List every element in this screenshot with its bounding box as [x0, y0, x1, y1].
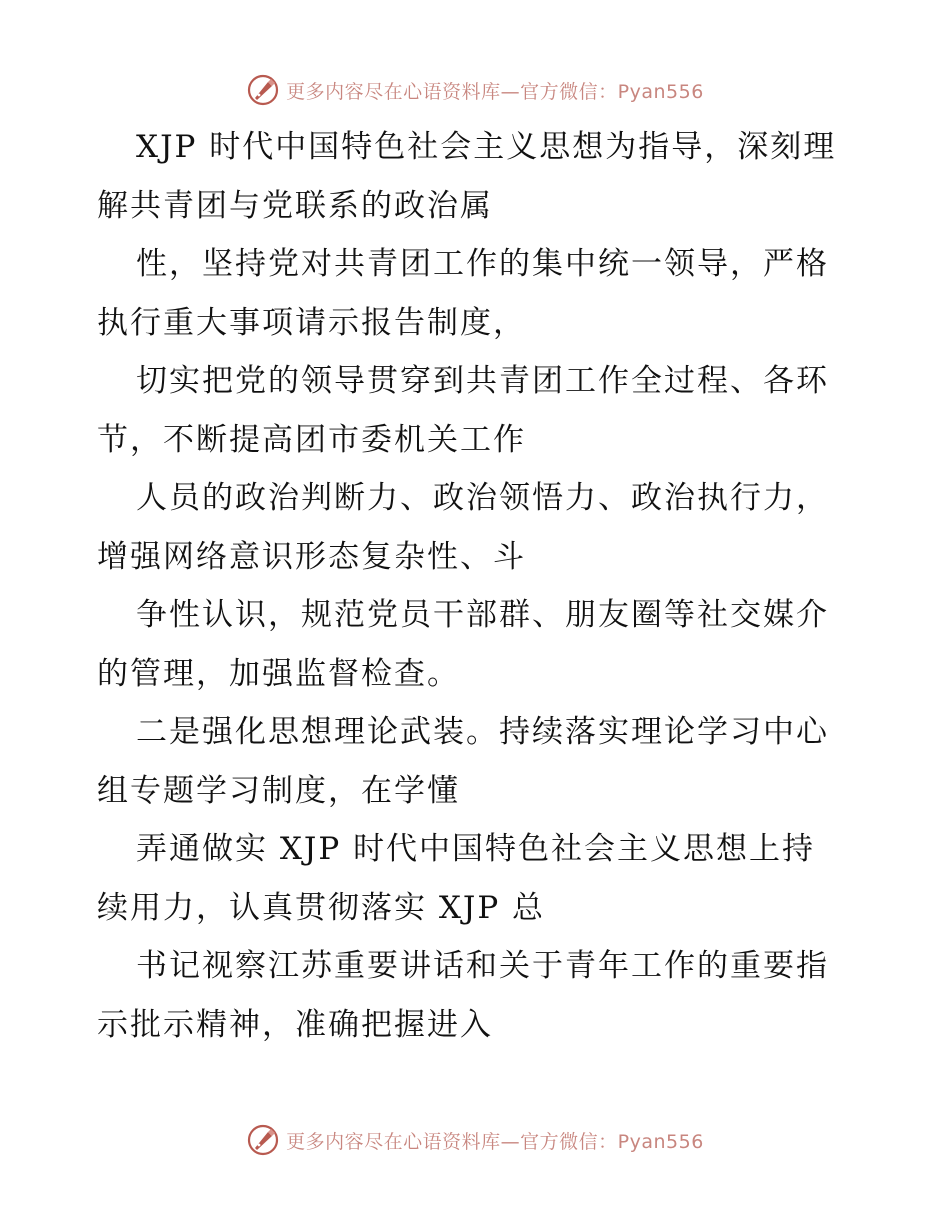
watermark-text: 更多内容尽在心语资料库—官方微信：Pyan556: [286, 80, 704, 103]
paragraph-line: 执行重大事项请示报告制度，: [97, 304, 526, 341]
paragraph-line: 的管理，加强监督检查。: [97, 655, 460, 692]
paragraph-line: 切实把党的领导贯穿到共青团工作全过程、各环: [136, 363, 829, 399]
paragraph-line: 节，不断提高团市委机关工作: [97, 421, 526, 458]
pen-nib-logo-icon: [246, 1123, 280, 1157]
paragraph-line: 增强网络意识形态复杂性、斗: [97, 538, 526, 575]
paragraph-line: 人员的政治判断力、政治领悟力、政治执行力，: [136, 480, 829, 516]
paragraph-line: 弄通做实 XJP 时代中国特色社会主义思想上持: [136, 831, 816, 867]
paragraph-line: 示批示精神，准确把握进入: [97, 1006, 493, 1043]
watermark-text: 更多内容尽在心语资料库—官方微信：Pyan556: [286, 1130, 704, 1153]
document-body: [97, 118, 857, 1054]
paragraph-line: 续用力，认真贯彻落实 XJP 总: [97, 889, 546, 926]
footer-watermark: [0, 1120, 950, 1160]
pen-nib-logo-icon: [246, 73, 280, 107]
paragraph-line: 性，坚持党对共青团工作的集中统一领导，严格: [136, 246, 829, 282]
paragraph-line: 解共青团与党联系的政治属: [97, 187, 493, 224]
header-watermark: [0, 70, 950, 110]
paragraph-line: 争性认识，规范党员干部群、朋友圈等社交媒介: [136, 597, 829, 633]
paragraph-line: 组专题学习制度，在学懂: [97, 772, 460, 809]
paragraph-line: 书记视察江苏重要讲话和关于青年工作的重要指: [136, 948, 829, 984]
paragraph-line: 二是强化思想理论武装。持续落实理论学习中心: [136, 714, 829, 750]
paragraph-line: XJP 时代中国特色社会主义思想为指导，深刻理: [136, 129, 837, 165]
